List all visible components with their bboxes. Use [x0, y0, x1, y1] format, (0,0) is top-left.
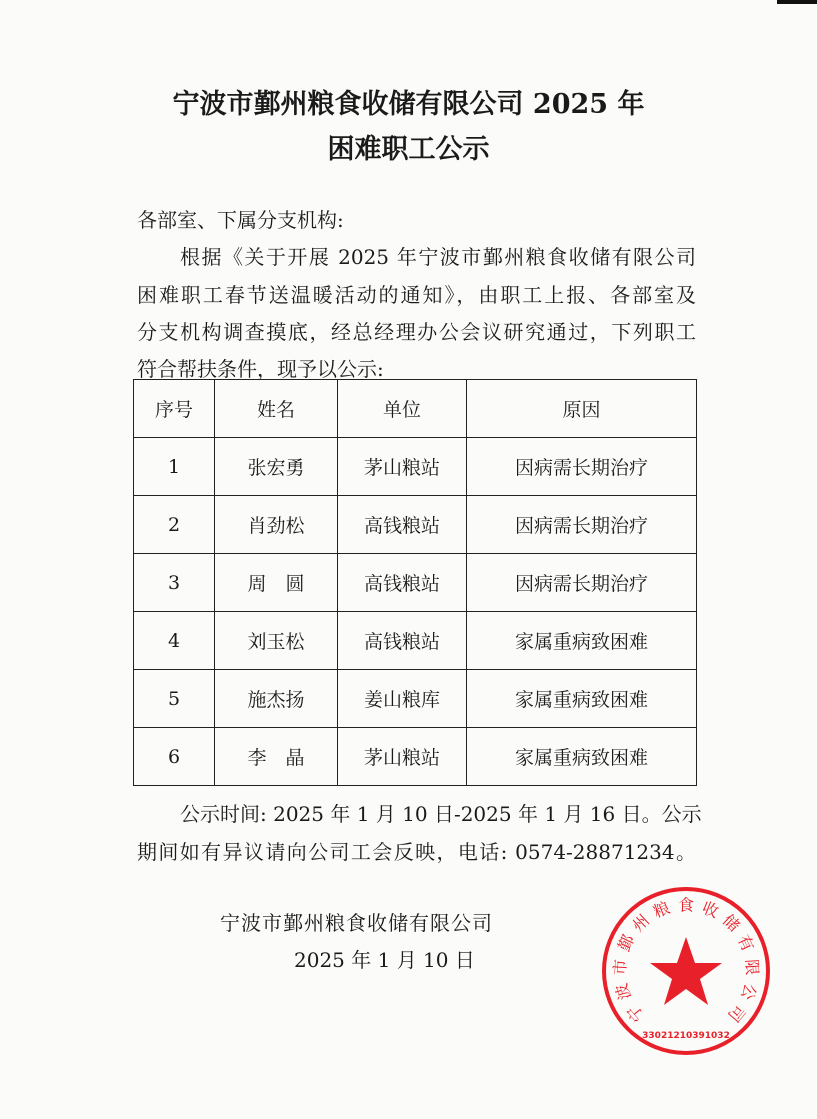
cell-name: 张宏勇	[215, 438, 338, 496]
cell-name: 施杰扬	[215, 670, 338, 728]
seal-glyph: 粮	[650, 897, 673, 922]
cell-unit: 高钱粮站	[338, 612, 467, 670]
seal-glyph: 宁	[622, 1001, 648, 1026]
cell-reason: 因病需长期治疗	[467, 554, 697, 612]
table-row	[134, 438, 697, 496]
document-title-line1: 宁波市鄞州粮食收储有限公司 2025 年	[172, 89, 645, 120]
cell-unit: 高钱粮站	[338, 554, 467, 612]
seal-glyph: 有	[733, 931, 758, 955]
seal-code: 33021210391032	[642, 1031, 730, 1041]
body-line: 根据《关于开展 2025 年宁波市鄞州粮食收储有限公司	[180, 245, 696, 269]
cell-name: 周 圆	[215, 554, 338, 612]
seal-glyph: 鄞	[614, 931, 639, 955]
scan-edge-mark	[777, 0, 817, 4]
seal-glyph: 食	[677, 895, 695, 915]
body-line: 困难职工春节送温暖活动的通知》，由职工上报、各部室及	[137, 283, 696, 307]
table-row	[134, 496, 697, 554]
header-reason: 原因	[467, 380, 697, 438]
cell-unit: 高钱粮站	[338, 496, 467, 554]
header-unit: 单位	[338, 380, 467, 438]
notice-line: 期间如有异议请向公司工会反映，电话: 0574-28871234。	[137, 840, 696, 864]
notice-line: 公示时间: 2025 年 1 月 10 日-2025 年 1 月 16 日。公示	[180, 802, 702, 826]
cell-reason: 因病需长期治疗	[467, 496, 697, 554]
table-header-row	[134, 380, 697, 438]
table-row	[134, 612, 697, 670]
cell-index: 5	[134, 670, 215, 728]
seal-glyph: 司	[724, 1001, 750, 1026]
seal-glyph: 储	[718, 910, 744, 936]
cell-name: 李 晶	[215, 728, 338, 786]
cell-index: 2	[134, 496, 215, 554]
cell-reason: 家属重病致困难	[467, 670, 697, 728]
employee-table	[133, 379, 697, 786]
table-row	[134, 728, 697, 786]
cell-unit: 茅山粮站	[338, 438, 467, 496]
cell-unit: 姜山粮库	[338, 670, 467, 728]
cell-index: 1	[134, 438, 215, 496]
body-line: 分支机构调查摸底，经总经理办公会议研究通过，下列职工	[137, 320, 696, 344]
seal-glyph: 州	[628, 910, 654, 936]
star-icon	[650, 937, 722, 1005]
cell-unit: 茅山粮站	[338, 728, 467, 786]
signature-date: 2025 年 1 月 10 日	[294, 948, 475, 972]
table-row	[134, 554, 697, 612]
cell-reason: 家属重病致困难	[467, 728, 697, 786]
table-row	[134, 670, 697, 728]
body-line: 符合帮扶条件，现予以公示:	[137, 357, 384, 381]
cell-index: 3	[134, 554, 215, 612]
company-seal	[600, 885, 772, 1057]
header-name: 姓名	[215, 380, 338, 438]
signature-org: 宁波市鄞州粮食收储有限公司	[220, 911, 493, 935]
cell-reason: 因病需长期治疗	[467, 438, 697, 496]
seal-glyph: 限	[741, 958, 762, 976]
cell-index: 4	[134, 612, 215, 670]
cell-name: 刘玉松	[215, 612, 338, 670]
document-title-line2: 困难职工公示	[327, 134, 490, 165]
header-index: 序号	[134, 380, 215, 438]
seal-glyph: 波	[611, 981, 635, 1003]
seal-glyph: 市	[610, 958, 631, 976]
cell-reason: 家属重病致困难	[467, 612, 697, 670]
salutation: 各部室、下属分支机构:	[137, 208, 344, 232]
cell-index: 6	[134, 728, 215, 786]
cell-name: 肖劲松	[215, 496, 338, 554]
seal-glyph: 收	[699, 897, 722, 922]
seal-glyph: 公	[737, 981, 761, 1003]
